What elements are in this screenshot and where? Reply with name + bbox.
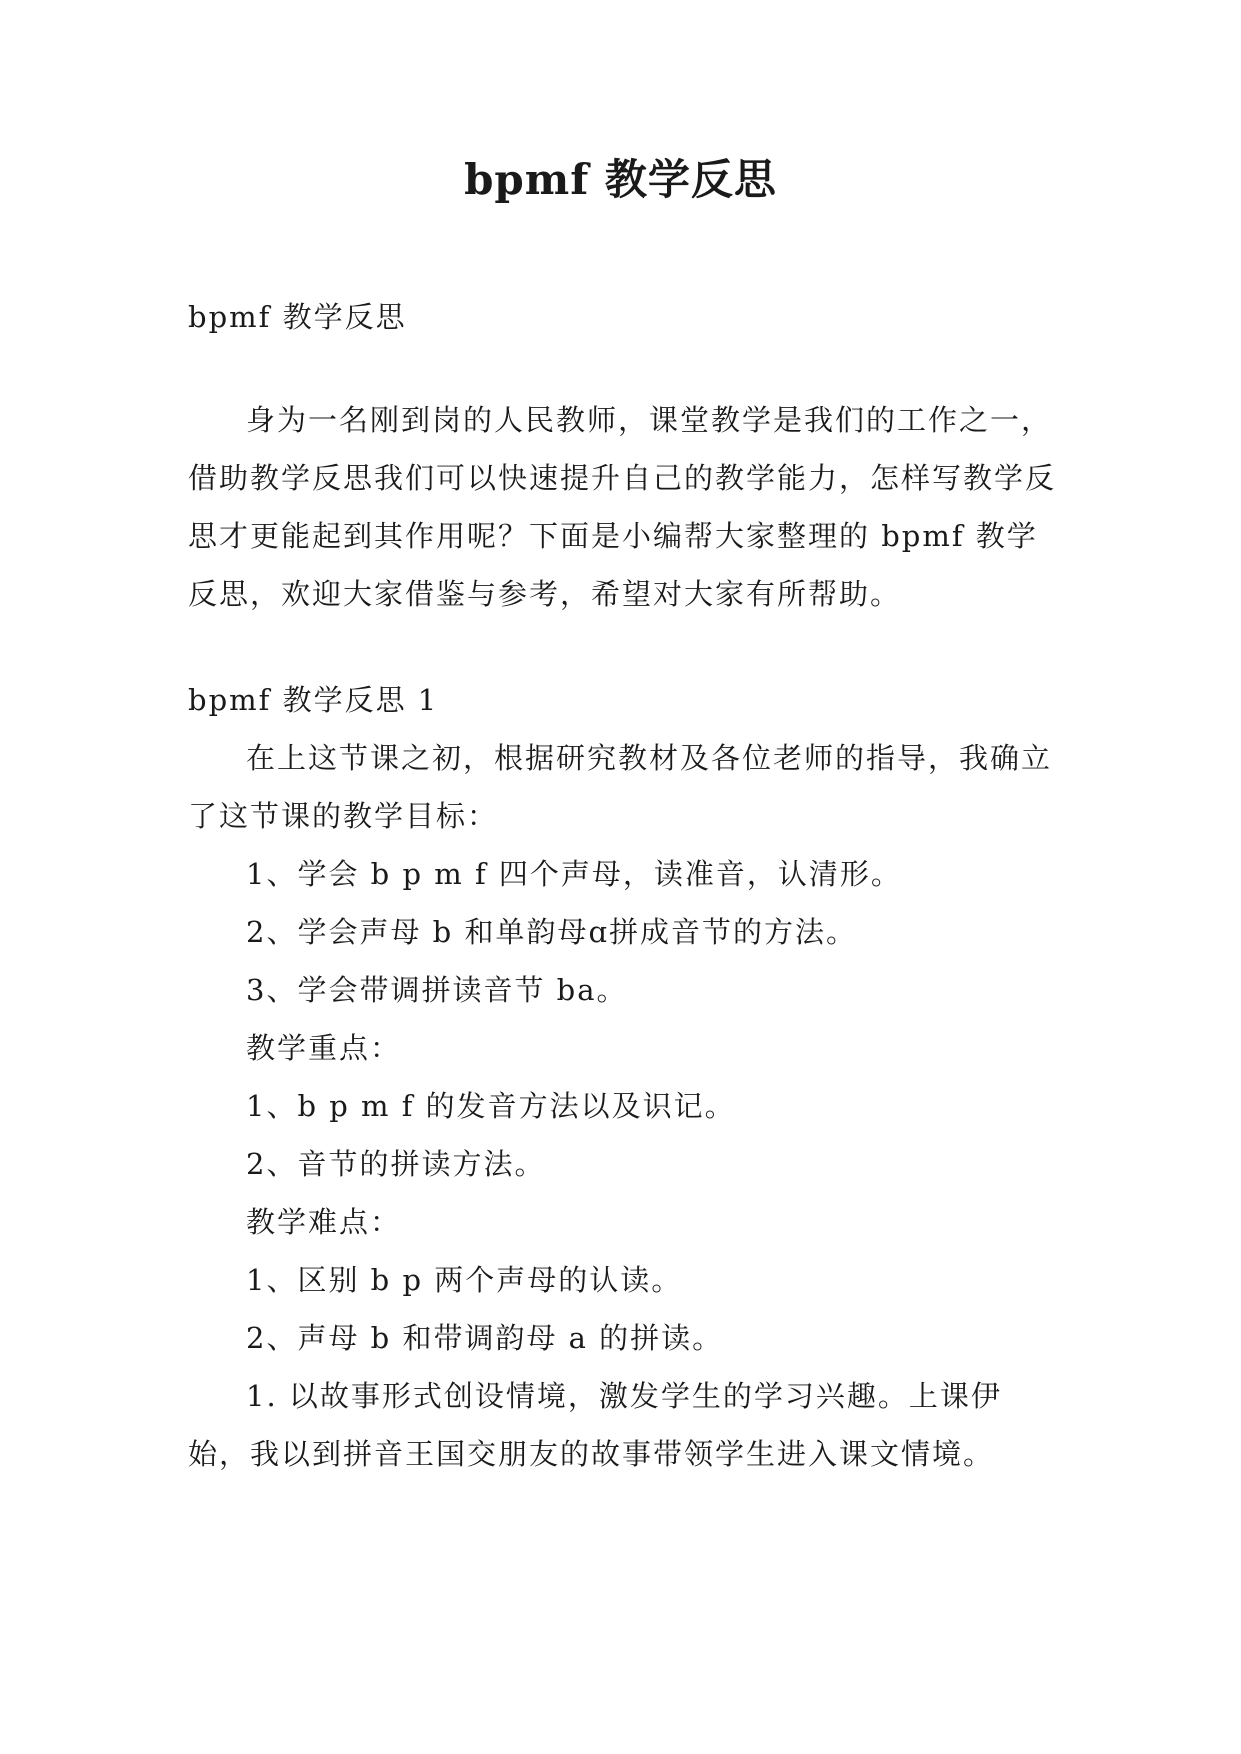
paragraph: 教学重点： <box>246 1031 402 1065</box>
paragraph: 在上这节课之初，根据研究教材及各位老师的指导，我确立了这节课的教学目标： <box>188 741 1053 833</box>
paragraph: 1、区别 b p 两个声母的认读。 <box>246 1263 683 1297</box>
paragraph: 2、音节的拼读方法。 <box>246 1147 546 1181</box>
paragraph: 2、声母 b 和带调韵母 a 的拼读。 <box>246 1321 724 1355</box>
intro-paragraph: 身为一名刚到岗的人民教师，课堂教学是我们的工作之一，借助教学反思我们可以快速提升自己的教学能力，怎样写教学反思才更能起到其作用呢？下面是小编帮大家整理的 bpmf 教学反思，欢迎大家借鉴与参考，希望对大家有所帮助。 <box>188 403 1057 611</box>
paragraph: 1、b p m f 的发音方法以及识记。 <box>246 1089 736 1123</box>
section-heading: bpmf 教学反思 1 <box>188 683 439 717</box>
document-subtitle: bpmf 教学反思 <box>188 300 407 334</box>
paragraph: 2、学会声母 b 和单韵母ɑ拼成音节的方法。 <box>246 915 858 949</box>
spacer <box>188 623 1058 671</box>
paragraph: 1、学会 b p m f 四个声母，读准音，认清形。 <box>246 857 902 891</box>
document-body <box>188 288 1058 1483</box>
paragraph: 3、学会带调拼读音节 ba。 <box>246 973 628 1007</box>
spacer <box>188 346 1058 391</box>
document-title: bpmf 教学反思 <box>464 155 777 204</box>
paragraph: 教学难点： <box>246 1205 402 1239</box>
paragraph: 1. 以故事形式创设情境，激发学生的学习兴趣。上课伊始，我以到拼音王国交朋友的故事带领学生进入课文情境。 <box>188 1379 1002 1471</box>
